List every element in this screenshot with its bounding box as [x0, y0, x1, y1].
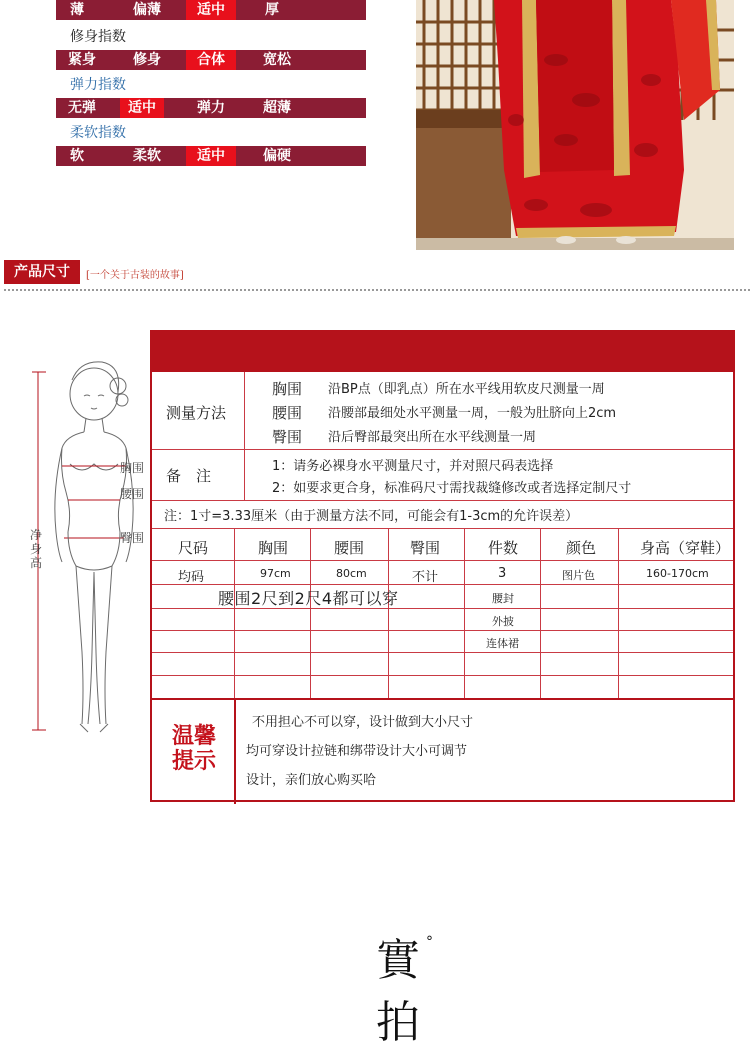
bar-option: 柔软 — [133, 148, 161, 164]
remark-line: 2：如要求更合身，标准码尺寸需找裁缝修改或者选择定制尺寸 — [272, 481, 632, 496]
table-divider — [540, 528, 541, 698]
table-divider — [234, 528, 235, 698]
size-table-header-bar — [152, 332, 733, 372]
section-subtitle: [一个关于古装的故事] — [86, 270, 184, 281]
bar-option-selected: 适中 — [186, 0, 236, 20]
measure-name: 臀围 — [272, 428, 303, 446]
table-divider — [152, 449, 733, 450]
softness-index-title: 柔软指数 — [70, 125, 126, 141]
product-photo — [416, 0, 734, 250]
figure-label-height: 净身高 — [30, 528, 43, 570]
cell-height: 160-170cm — [646, 567, 709, 580]
bar-option: 无弹 — [68, 100, 96, 116]
table-divider — [152, 698, 733, 700]
table-divider — [152, 560, 733, 561]
remark-line: 1：请务必裸身水平测量尺寸，并对照尺码表选择 — [272, 459, 554, 474]
stretch-index-bar — [56, 98, 366, 118]
piece-item: 外披 — [492, 615, 514, 628]
measure-desc: 沿BP点（即乳点）所在水平线用软皮尺测量一周 — [328, 382, 605, 397]
col-header-waist: 腰围 — [334, 539, 365, 557]
bar-option-selected: 适中 — [120, 98, 164, 118]
stretch-index-title: 弹力指数 — [70, 77, 126, 93]
bar-option: 厚 — [265, 2, 279, 18]
measure-desc: 沿腰部最细处水平测量一周，一般为肚脐向上2cm — [328, 406, 617, 421]
bar-option-selected: 合体 — [186, 50, 236, 70]
real-shot-logo — [376, 930, 424, 1054]
thickness-index-bar — [56, 0, 366, 20]
table-divider — [234, 698, 236, 804]
table-divider — [244, 372, 245, 500]
table-divider — [152, 584, 733, 585]
table-divider — [388, 528, 389, 698]
measure-name: 腰围 — [272, 404, 303, 422]
table-divider — [310, 528, 311, 698]
table-divider — [152, 630, 733, 631]
bar-option: 宽松 — [263, 52, 291, 68]
fit-index-title: 修身指数 — [70, 29, 126, 45]
col-header-height: 身高（穿鞋） — [640, 539, 731, 557]
logo-mark: ° — [426, 934, 433, 950]
figure-label-waist: 腰围 — [120, 487, 145, 501]
tip-line: 不用担心不可以穿，设计做到大小尺寸 — [252, 715, 474, 730]
warm-tips-label: 温馨提示 — [171, 724, 216, 774]
figure-label-bust: 胸围 — [120, 461, 145, 475]
bar-option: 弹力 — [197, 100, 225, 116]
bar-option: 偏薄 — [133, 2, 161, 18]
table-divider — [618, 528, 619, 698]
col-header-color: 颜色 — [566, 539, 597, 557]
piece-item: 腰封 — [492, 592, 514, 605]
col-header-quantity: 件数 — [488, 539, 519, 557]
cell-hip: 不计 — [412, 570, 439, 585]
bar-option: 紧身 — [68, 52, 96, 68]
col-header-size: 尺码 — [178, 539, 209, 557]
size-table — [150, 330, 735, 802]
tip-line: 均可穿设计拉链和绑带设计大小可调节 — [246, 744, 468, 759]
figure-label-hip: 臀围 — [120, 531, 145, 545]
cell-quantity: 3 — [498, 566, 507, 581]
table-divider — [152, 675, 733, 676]
bar-option: 偏硬 — [263, 148, 291, 164]
measure-name: 胸围 — [272, 380, 303, 398]
cell-bust: 97cm — [260, 567, 291, 580]
bar-option-selected: 适中 — [186, 146, 236, 166]
fit-index-bar — [56, 50, 366, 70]
bar-option: 软 — [70, 148, 84, 164]
waist-fit-note: 腰围2尺到2尺4都可以穿 — [218, 589, 399, 608]
section-title: 产品尺寸 — [4, 260, 80, 284]
measure-desc: 沿后臀部最突出所在水平线测量一周 — [328, 430, 537, 445]
section-divider — [4, 289, 750, 291]
cell-waist: 80cm — [336, 567, 367, 580]
col-header-bust: 胸围 — [258, 539, 289, 557]
col-header-hip: 臀围 — [410, 539, 441, 557]
table-divider — [152, 652, 733, 653]
piece-item: 连体裙 — [486, 637, 519, 650]
bar-option: 薄 — [70, 2, 84, 18]
bar-option: 超薄 — [263, 100, 291, 116]
cell-size: 均码 — [178, 570, 205, 585]
bar-option: 修身 — [133, 52, 161, 68]
softness-index-bar — [56, 146, 366, 166]
logo-text: 實拍 — [376, 935, 420, 1048]
cell-color: 图片色 — [562, 569, 595, 582]
table-divider — [152, 528, 733, 529]
tip-line: 设计，亲们放心购买哈 — [246, 773, 377, 788]
measure-method-label: 测量方法 — [166, 404, 227, 422]
unit-note: 注：1寸=3.33厘米（由于测量方法不同，可能会有1-3cm的允许误差） — [164, 509, 579, 524]
table-divider — [152, 500, 733, 501]
table-divider — [464, 528, 465, 698]
remarks-label: 备 注 — [166, 467, 212, 485]
